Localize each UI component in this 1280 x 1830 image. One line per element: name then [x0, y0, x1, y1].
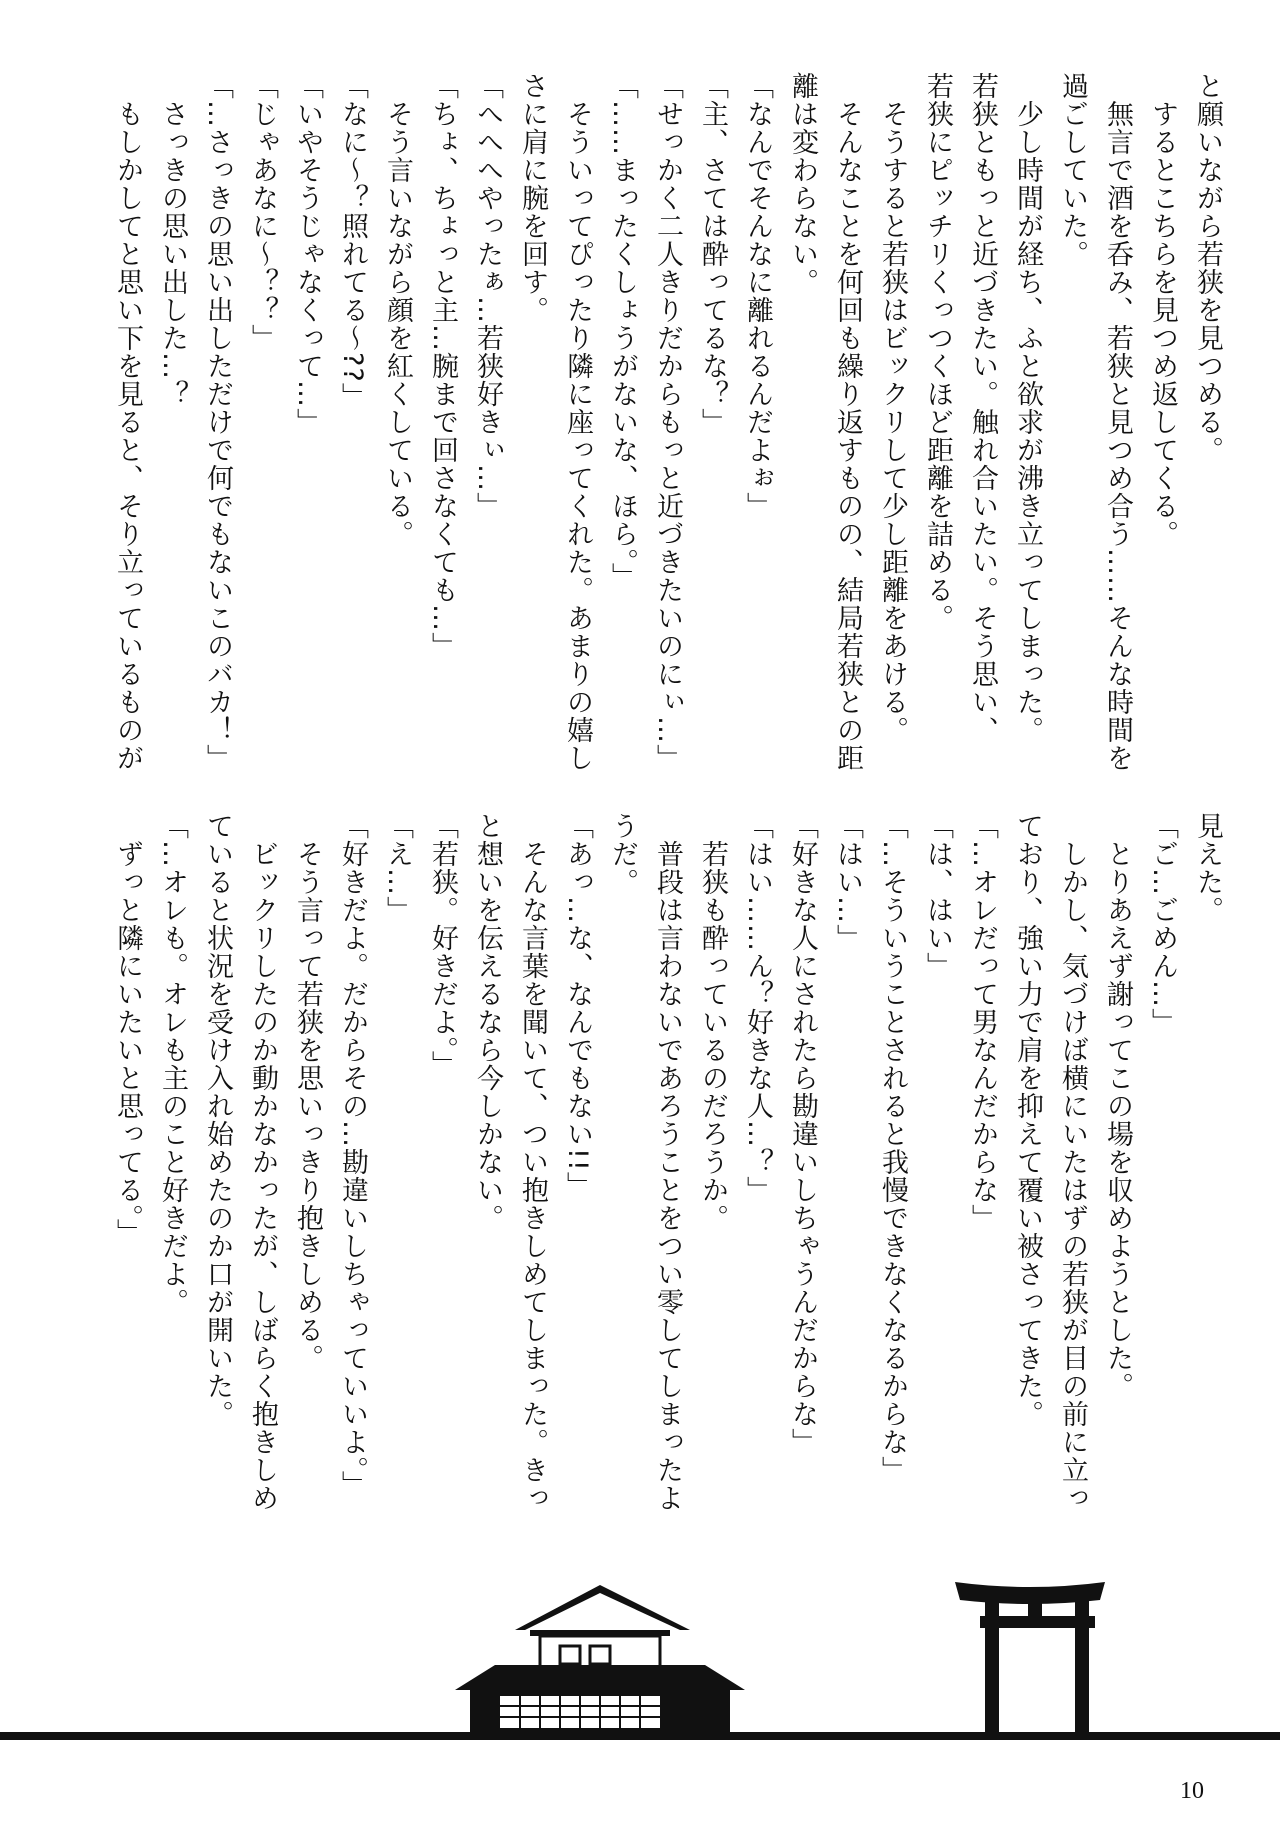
text-column: 「へへへやったぁ…若狭好きぃ…」 — [472, 72, 503, 520]
text-column: ビックリしたのか動かなかったが、しばらく抱きしめ — [247, 812, 278, 1512]
text-column: 「あっ…な、なんでもない!!」 — [562, 812, 593, 1200]
text-column: 「…さっきの思い出しただけで何でもないこのバカ！」 — [202, 72, 233, 772]
text-column: 普段は言わないであろうことをつい零してしまったよ — [652, 812, 683, 1512]
text-column: 「いやそうじゃなくって…」 — [292, 72, 323, 436]
text-column: 「は、はい」 — [922, 812, 953, 980]
text-column: 見えた。 — [1192, 812, 1223, 924]
text-column: と想いを伝えるなら今しかない。 — [472, 812, 503, 1232]
text-column: さっきの思い出した…？ — [157, 72, 188, 408]
text-column: もしかしてと思い下を見ると、そり立っているものが — [112, 72, 143, 772]
text-column: ずっと隣にいたいと思ってる。」 — [112, 812, 143, 1247]
text-column: 「…オレだって男なんだからな」 — [967, 812, 998, 1232]
text-column: 「はい…」 — [832, 812, 863, 952]
text-column: 「ちょ、ちょっと主…腕まで回さなくても…」 — [427, 72, 458, 660]
text-column: さに肩に腕を回す。 — [517, 72, 548, 324]
text-column: 「好きな人にされたら勘違いしちゃうんだからな」 — [787, 812, 818, 1456]
text-column: するとこちらを見つめ返してくる。 — [1147, 72, 1178, 548]
text-column: 「若狭。好きだよ。」 — [427, 812, 458, 1079]
text-column: 無言で酒を呑み、若狭と見つめ合う……そんな時間を — [1102, 72, 1133, 772]
text-column: ていると状況を受け入れ始めたのか口が開いた。 — [202, 812, 233, 1428]
page-number: 10 — [1180, 1778, 1204, 1804]
text-column: 離は変わらない。 — [787, 72, 818, 296]
text-column: 若狭ともっと近づきたい。触れ合いたい。そう思い、 — [967, 72, 998, 744]
house-silhouette-icon — [455, 1585, 745, 1734]
text-column: 「……まったくしょうがないな、ほら。」 — [607, 72, 638, 591]
text-column: 若狭も酔っているのだろうか。 — [697, 812, 728, 1232]
text-column: そういってぴったり隣に座ってくれた。あまりの嬉し — [562, 72, 593, 772]
lower-text-block — [30, 812, 1230, 1532]
text-column: 「じゃあなに～？？」 — [247, 72, 278, 352]
text-column: 「主、さては酔ってるな？」 — [697, 72, 728, 436]
text-column: そんなことを何回も繰り返すものの、結局若狭との距 — [832, 72, 863, 772]
text-column: そんな言葉を聞いて、つい抱きしめてしまった。きっ — [517, 812, 548, 1512]
text-column: 若狭にピッチリくっつくほど距離を詰める。 — [922, 72, 953, 632]
text-column: 「せっかく二人きりだからもっと近づきたいのにぃ…」 — [652, 72, 683, 772]
text-column: うだ。 — [607, 812, 638, 896]
text-column: しかし、気づけば横にいたはずの若狭が目の前に立っ — [1057, 812, 1088, 1512]
text-column: 「ご…ごめん…」 — [1147, 812, 1178, 1036]
text-column: とりあえず謝ってこの場を収めようとした。 — [1102, 812, 1133, 1400]
text-column: 「はい……ん？好きな人…？」 — [742, 812, 773, 1204]
text-column: 「え…」 — [382, 812, 413, 924]
text-column: 「…オレも。オレも主のこと好きだよ。 — [157, 812, 188, 1316]
text-column: そうすると若狭はビックリして少し距離をあける。 — [877, 72, 908, 744]
text-column: 過ごしていた。 — [1057, 72, 1088, 268]
text-column: ており、強い力で肩を抑えて覆い被さってきた。 — [1012, 812, 1043, 1428]
text-column: と願いながら若狭を見つめる。 — [1192, 72, 1223, 464]
text-column: そう言って若狭を思いっきり抱きしめる。 — [292, 812, 323, 1372]
text-column: 「なんでそんなに離れるんだよぉ」 — [742, 72, 773, 520]
text-column: 「好きだよ。だからその…勘違いしちゃっていいよ。」 — [337, 812, 368, 1499]
text-column: 少し時間が経ち、ふと欲求が沸き立ってしまった。 — [1012, 72, 1043, 744]
upper-text-block — [30, 72, 1230, 832]
text-column: 「なに～？照れてる～??」 — [337, 72, 368, 411]
scenery-illustration — [0, 1560, 1280, 1740]
text-column: 「…そういうことされると我慢できなくなるからな」 — [877, 812, 908, 1484]
text-column: そう言いながら顔を紅くしている。 — [382, 72, 413, 548]
torii-gate-icon — [955, 1582, 1105, 1735]
